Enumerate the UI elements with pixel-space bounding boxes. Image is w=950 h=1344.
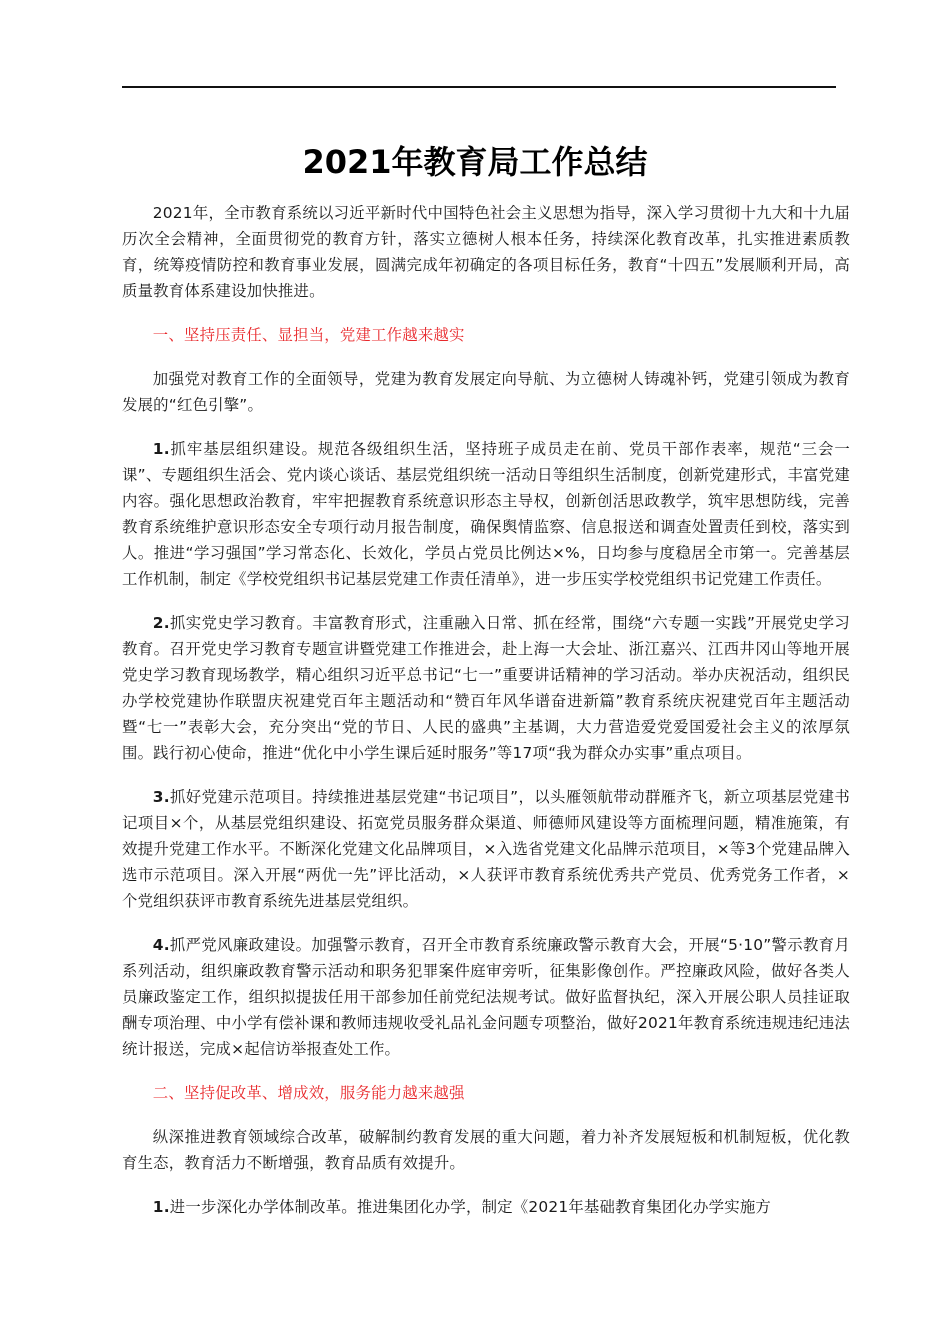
item-text: 进一步深化办学体制改革。推进集团化办学，制定《2021年基础教育集团化办学实施方 [169,1198,771,1216]
document-body [122,200,850,1238]
item-number: 3. [152,788,170,806]
section-1-item-3 [122,784,850,914]
section-2-lead: 纵深推进教育领域综合改革，破解制约教育发展的重大问题，着力补齐发展短板和机制短板，优化教育生态，教育活力不断增强，教育品质有效提升。 [122,1128,850,1172]
header-rule [122,86,836,88]
item-number: 1. [152,1198,170,1216]
section-1-item-1 [122,436,850,592]
item-text: 抓实党史学习教育。丰富教育形式，注重融入日常、抓在经常，围绕“六专题一实践”开展党史学习教育。召开党史学习教育专题宣讲暨党建工作推进会，赴上海一大会址、浙江嘉兴、江西井冈山等地开展党史学习教育现场教学，精心组织习近平总书记“七一”重要讲话精神的学习活动。举办庆祝活动，组织民办学校党建协作联盟庆祝建党百年主题活动和“赞百年风华谱奋进新篇”教育系统庆祝建党百年主题活动暨“七一”表彰大会，充分突出“党的节日、人民的盛典”主基调，大力营造爱党爱国爱社会主义的浓厚氛围。践行初心使命，推进“优化中小学生课后延时服务”等17项“我为群众办实事”重点项目。 [122,614,850,762]
section-1-lead: 加强党对教育工作的全面领导，党建为教育发展定向导航、为立德树人铸魂补钙，党建引领成为教育发展的“红色引擎”。 [122,370,850,414]
item-number: 4. [152,936,170,954]
section-2-heading: 二、坚持促改革、增成效，服务能力越来越强 [152,1084,465,1102]
section-1-heading: 一、坚持压责任、显担当，党建工作越来越实 [152,326,465,344]
section-1-item-2 [122,610,850,766]
section-2-item-1 [122,1194,850,1220]
section-1-item-4 [122,932,850,1062]
item-text: 抓好党建示范项目。持续推进基层党建“书记项目”，以头雁领航带动群雁齐飞，新立项基层党建书记项目×个，从基层党组织建设、拓宽党员服务群众渠道、师德师风建设等方面梳理问题，精准施策，有效提升党建工作水平。不断深化党建文化品牌项目，×入选省党建文化品牌示范项目，×等3个党建品牌入选市示范项目。深入开展“两优一先”评比活动，×人获评市教育系统优秀共产党员、优秀党务工作者，×个党组织获评市教育系统先进基层党组织。 [122,788,850,910]
item-text: 抓严党风廉政建设。加强警示教育，召开全市教育系统廉政警示教育大会，开展“5·10”警示教育月系列活动，组织廉政教育警示活动和职务犯罪案件庭审旁听，征集影像创作。严控廉政风险，做好各类人员廉政鉴定工作，组织拟提拔任用干部参加任前党纪法规考试。做好监督执纪，深入开展公职人员挂证取酬专项治理、中小学有偿补课和教师违规收受礼品礼金问题专项整治，做好2021年教育系统违规违纪违法统计报送，完成×起信访举报查处工作。 [122,936,850,1058]
item-number: 1. [152,440,170,458]
intro-paragraph: 2021年，全市教育系统以习近平新时代中国特色社会主义思想为指导，深入学习贯彻十九大和十九届历次全会精神，全面贯彻党的教育方针，落实立德树人根本任务，持续深化教育改革，扎实推进素质教育，统筹疫情防控和教育事业发展，圆满完成年初确定的各项目标任务，教育“十四五”发展顺利开局，高质量教育体系建设加快推进。 [122,204,850,300]
item-text: 抓牢基层组织建设。规范各级组织生活，坚持班子成员走在前、党员干部作表率，规范“三会一课”、专题组织生活会、党内谈心谈话、基层党组织统一活动日等组织生活制度，创新党建形式，丰富党建内容。强化思想政治教育，牢牢把握教育系统意识形态主导权，创新创活思政教学，筑牢思想防线，完善教育系统维护意识形态安全专项行动月报告制度，确保舆情监察、信息报送和调查处置责任到校，落实到人。推进“学习强国”学习常态化、长效化，学员占党员比例达×%，日均参与度稳居全市第一。完善基层工作机制，制定《学校党组织书记基层党建工作责任清单》，进一步压实学校党组织书记党建工作责任。 [122,440,850,588]
item-number: 2. [152,614,170,632]
document-title: 2021年教育局工作总结 [302,143,648,181]
